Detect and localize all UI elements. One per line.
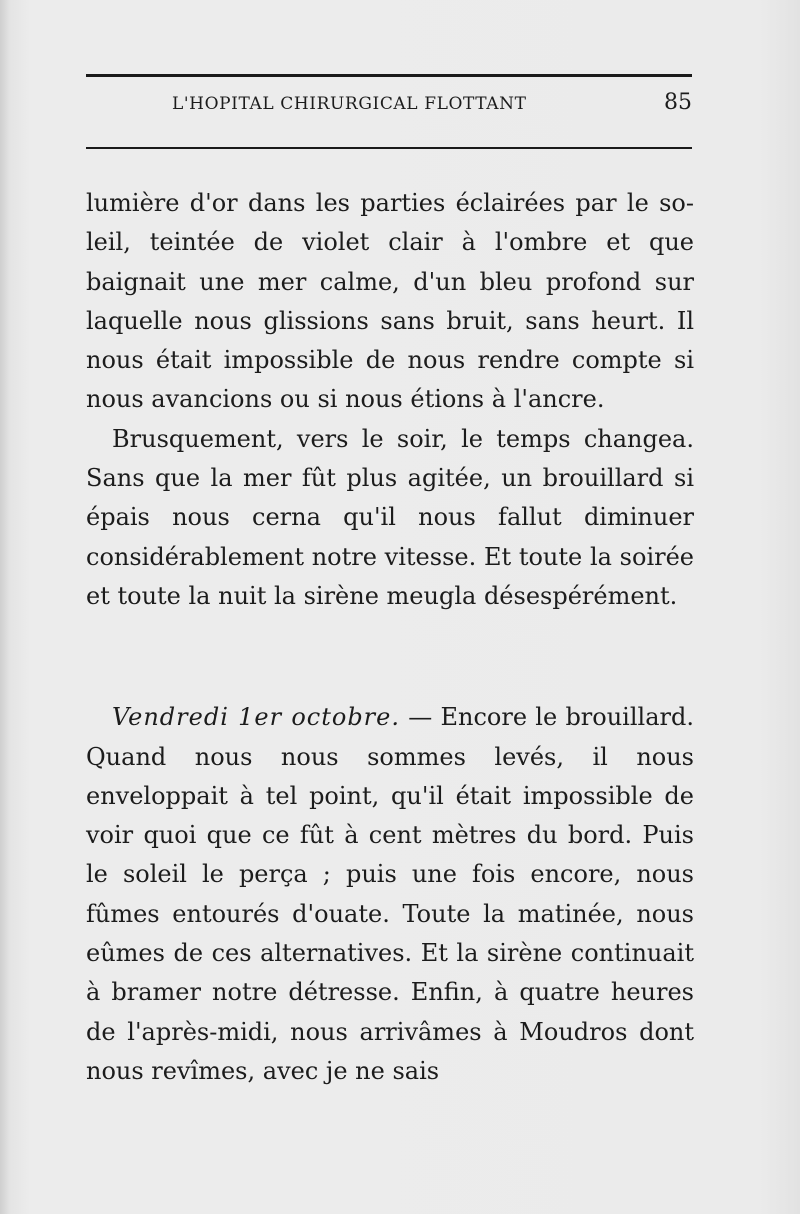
page-number: 85	[664, 90, 692, 115]
section-gap	[86, 616, 694, 698]
paragraph-3	[86, 698, 694, 1091]
running-title: L'HOPITAL CHIRURGICAL FLOTTANT	[172, 94, 527, 114]
paragraph-3-text: — Encore le brouillard. Quand nous nous sommes levés, il nous enveloppait à tel point, qu'il était impossible de voir quoi que ce fût à cent mètres du bord. Puis le soleil le perça ; puis une fois encore, nous fûmes entourés d'ouate. Toute la matinée, nous eûmes de ces alternatives. Et la sirène continuait à bramer notre détresse. Enfin, à quatre heures de l'après-midi, nous arrivâmes à Moudros dont nous revîmes, avec je ne sais	[86, 703, 694, 1085]
paragraph-1: lumière d'or dans les parties éclairées par le so-leil, teintée de violet clair à l'ombre et que baignait une mer calme, d'un bleu profond sur laquelle nous glissions sans bruit, sans heurt. Il nous était impossible de nous rendre compte si nous avancions ou si nous étions à l'ancre.	[86, 189, 694, 414]
running-header	[86, 88, 692, 128]
entry-date: Vendredi 1er octobre.	[112, 703, 400, 732]
header-top-rule	[86, 74, 692, 77]
body-text	[86, 184, 694, 1091]
header-bottom-rule	[86, 147, 692, 149]
paragraph-2: Brusquement, vers le soir, le temps changea. Sans que la mer fût plus agitée, un brouillard si épais nous cerna qu'il nous fallut diminuer considérablement notre vitesse. Et toute la soirée et toute la nuit la sirène meugla désespérément.	[86, 424, 694, 610]
